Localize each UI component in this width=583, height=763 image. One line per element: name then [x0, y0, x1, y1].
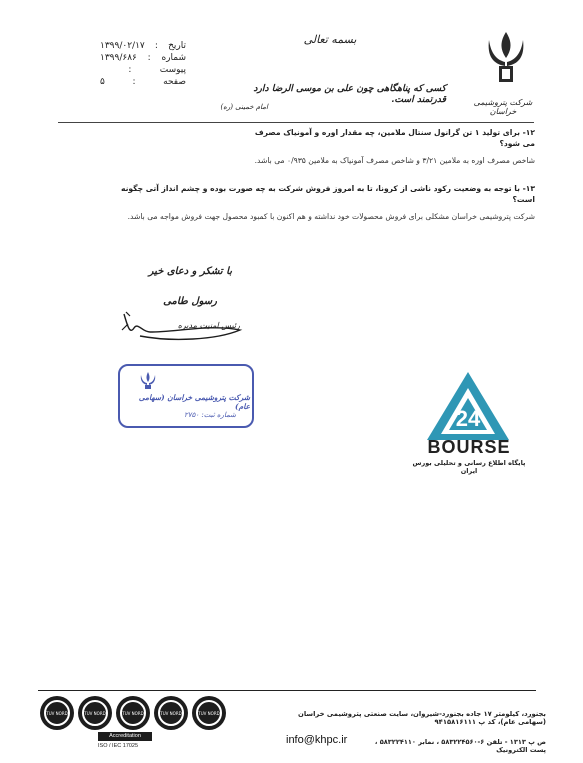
- answer-12: شاخص مصرف اوره به ملامین ۳/۲۱ و شاخص مصرف آمونیاک به ملامین ۰/۹۳۵ می باشد.: [254, 156, 535, 165]
- motto: کسی که پناهگاهی چون علی بن موسی الرضا دارد قدرتمند است.: [253, 83, 446, 105]
- attachment-value: :: [128, 65, 132, 75]
- footer-address: بجنورد، کیلومتر ۱۷ جاده بجنورد-شیروان، سایت صنعتی پتروشیمی خراسان (سهامی عام)، کد پ ۹۴۱۵۸۱۶۱۱۱: [298, 710, 546, 726]
- header-divider: [58, 122, 534, 123]
- page-label: صفحه: [163, 77, 186, 87]
- date-label: تاریخ: [168, 41, 186, 51]
- tuv-cert-icon: TUV NORD: [40, 696, 74, 730]
- stamp-logo-icon: [136, 371, 160, 389]
- question-13: ۱۳- با توجه به وضعیت رکود ناشی از کرونا، تا به امروز فروش شرکت به چه صورت بوده و چشم انداز آتی چگونه است؟: [120, 184, 535, 204]
- signature-closing: با تشکر و دعای خیر: [148, 266, 232, 277]
- attachment-label: پیوست: [159, 65, 186, 75]
- company-stamp: [118, 364, 254, 428]
- certification-logos: [40, 696, 260, 736]
- company-logo-caption: شرکت پتروشیمی خراسان: [473, 98, 533, 116]
- question-12: ۱۲- برای تولید ۱ تن گرانول سنتال ملامین، چه مقدار اوره و آمونیاک مصرف می شود؟: [254, 128, 535, 148]
- tuv-cert-icon: TUV NORD: [154, 696, 188, 730]
- footer-contact: ص پ ۱۳۱۳ - تلفن ۶-۵۸۳۲۲۴۵۶۰ ، نمابر ۵۸۳۲۲۴۱۱۰ ، پست الکترونیک: [374, 738, 546, 754]
- bourse-tagline: پایگاه اطلاع رسانی و تحلیلی بورس ایران: [412, 459, 526, 475]
- stamp-reg-number: شماره ثبت: ۲۷۵۰: [184, 411, 236, 419]
- number-value: ۱۳۹۹/۶۸۶: [100, 53, 137, 63]
- bourse-logo-number: 24: [455, 406, 481, 431]
- accreditation-label: Accreditation: [98, 732, 152, 741]
- basmala: بسمه تعالی: [303, 33, 357, 46]
- bourse-logo: [425, 370, 511, 444]
- iso-label: ISO / IEC 17025: [98, 743, 139, 749]
- tuv-cert-icon: TUV NORD: [116, 696, 150, 730]
- motto-attribution: امام خمینی (ره): [220, 103, 268, 111]
- answer-13: شرکت پتروشیمی خراسان مشکلی برای فروش محصولات خود نداشته و هم اکنون با کمبود محصول جهت فروش مواجه می باشد.: [127, 212, 535, 221]
- date-value: ۱۳۹۹/۰۲/۱۷: [100, 41, 145, 51]
- tuv-cert-icon: TUV NORD: [78, 696, 112, 730]
- footer-divider: [38, 690, 536, 691]
- number-label: شماره: [161, 53, 186, 63]
- bourse-name: BOURSE: [427, 437, 511, 457]
- stamp-company: شرکت پتروشیمی خراسان (سهامی عام): [138, 393, 250, 411]
- tuv-cert-icon: TUV NORD: [192, 696, 226, 730]
- signature-name: رسول طامی: [163, 296, 217, 307]
- page-value: ۵: [100, 77, 105, 87]
- letter-meta: تاریخ : ۱۳۹۹/۰۲/۱۷ شماره : ۱۳۹۹/۶۸۶ پیوست : صفحه : ۵: [100, 41, 186, 87]
- footer-email[interactable]: info@khpc.ir: [286, 734, 348, 746]
- signature-title: رئیس امنیت مدیره: [177, 321, 240, 330]
- company-logo: [475, 28, 537, 86]
